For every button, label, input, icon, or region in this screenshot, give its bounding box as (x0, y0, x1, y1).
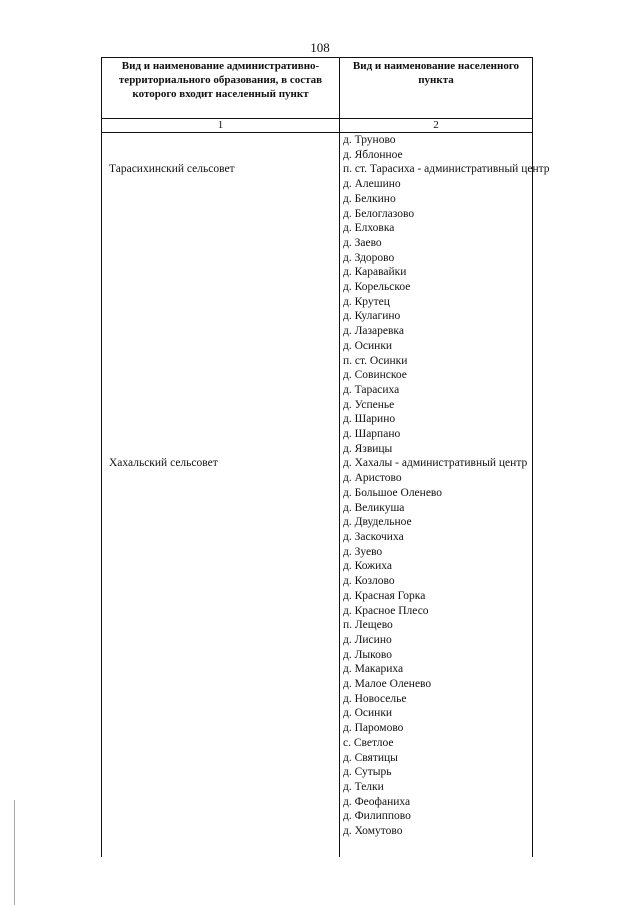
table-header-row (102, 58, 533, 119)
settlement-item: д. Здорово (343, 251, 395, 264)
settlement-item: д. Белкино (343, 192, 396, 205)
settlement-item: д. Аристово (343, 472, 402, 485)
settlement-item: д. Заскочиха (343, 530, 404, 543)
settlement-item: д. Лазаревка (343, 325, 404, 338)
settlement-item: д. Святицы (343, 751, 398, 764)
settlement-item: д. Большое Оленево (343, 486, 443, 499)
settlement-item: д. Тарасиха (343, 383, 400, 396)
settlement-item: д. Лисино (343, 633, 392, 646)
settlement-item: д. Хомутово (343, 825, 403, 838)
settlement-item: д. Красное Плесо (343, 604, 429, 617)
scan-margin-line (14, 800, 15, 905)
settlement-item: с. Светлое (343, 736, 394, 749)
settlement-item: д. Совинское (343, 369, 407, 382)
settlement-item: д. Корельское (343, 281, 411, 294)
header-settlement: Вид и наименование населенного пункта (340, 58, 533, 119)
settlement-item: д. Паромово (343, 722, 404, 735)
settlement-item: д. Филиппово (343, 810, 411, 823)
settlement-item: д. Заево (343, 236, 382, 249)
settlement-item: д. Двудельное (343, 516, 412, 529)
settlement-item: п. ст. Тарасиха - административный центр (343, 163, 550, 176)
settlements-table (101, 57, 550, 857)
table-body-row (102, 133, 533, 858)
page-number: 108 (310, 40, 330, 55)
settlement-item: д. Макариха (343, 663, 404, 676)
settlement-item: д. Язвицы (343, 442, 393, 455)
settlement-item: д. Хахалы - административный центр (343, 457, 528, 470)
column-number-2: 2 (340, 119, 533, 133)
settlement-item: д. Успенье (343, 398, 395, 411)
settlement-item: д. Телки (343, 780, 384, 793)
settlement-item: д. Шарино (343, 413, 396, 426)
settlement-item: д. Крутец (343, 295, 390, 308)
settlement-item: д. Козлово (343, 575, 395, 588)
district-column (102, 133, 340, 858)
settlement-item: д. Елховка (343, 222, 395, 235)
district-name: Тарасихинский сельсовет (109, 163, 235, 176)
column-number-1: 1 (102, 119, 340, 133)
district-name: Хахальский сельсовет (109, 457, 218, 470)
settlement-item: д. Труново (343, 134, 396, 146)
settlement-item: д. Сутырь (343, 766, 392, 779)
settlement-item: д. Яблонное (343, 148, 403, 161)
settlement-item: д. Шарпано (343, 428, 401, 441)
header-district: Вид и наименование административно-территориального образования, в состав которого входит населенный пункт (102, 58, 340, 119)
column-number-row (102, 119, 533, 133)
settlement-item: п. Лещево (343, 619, 393, 632)
settlement-item: д. Белоглазово (343, 207, 415, 220)
settlement-item: д. Новоселье (343, 692, 407, 705)
settlement-item: д. Осинки (343, 707, 393, 720)
settlement-item: д. Кожиха (343, 560, 392, 573)
settlement-item: д. Осинки (343, 339, 393, 352)
settlement-item: д. Алешино (343, 178, 401, 191)
settlement-item: п. ст. Осинки (343, 354, 408, 367)
settlement-item: д. Красная Горка (343, 589, 426, 602)
settlement-item: д. Феофаниха (343, 795, 411, 808)
settlement-item: д. Малое Оленево (343, 678, 432, 691)
settlement-item: д. Кулагино (343, 310, 401, 323)
settlement-list (340, 133, 550, 839)
settlement-column (340, 133, 550, 858)
settlement-item: д. Каравайки (343, 266, 407, 279)
settlement-item: д. Лыково (343, 648, 392, 661)
settlement-item: д. Великуша (343, 501, 405, 514)
settlement-item: д. Зуево (343, 545, 383, 558)
